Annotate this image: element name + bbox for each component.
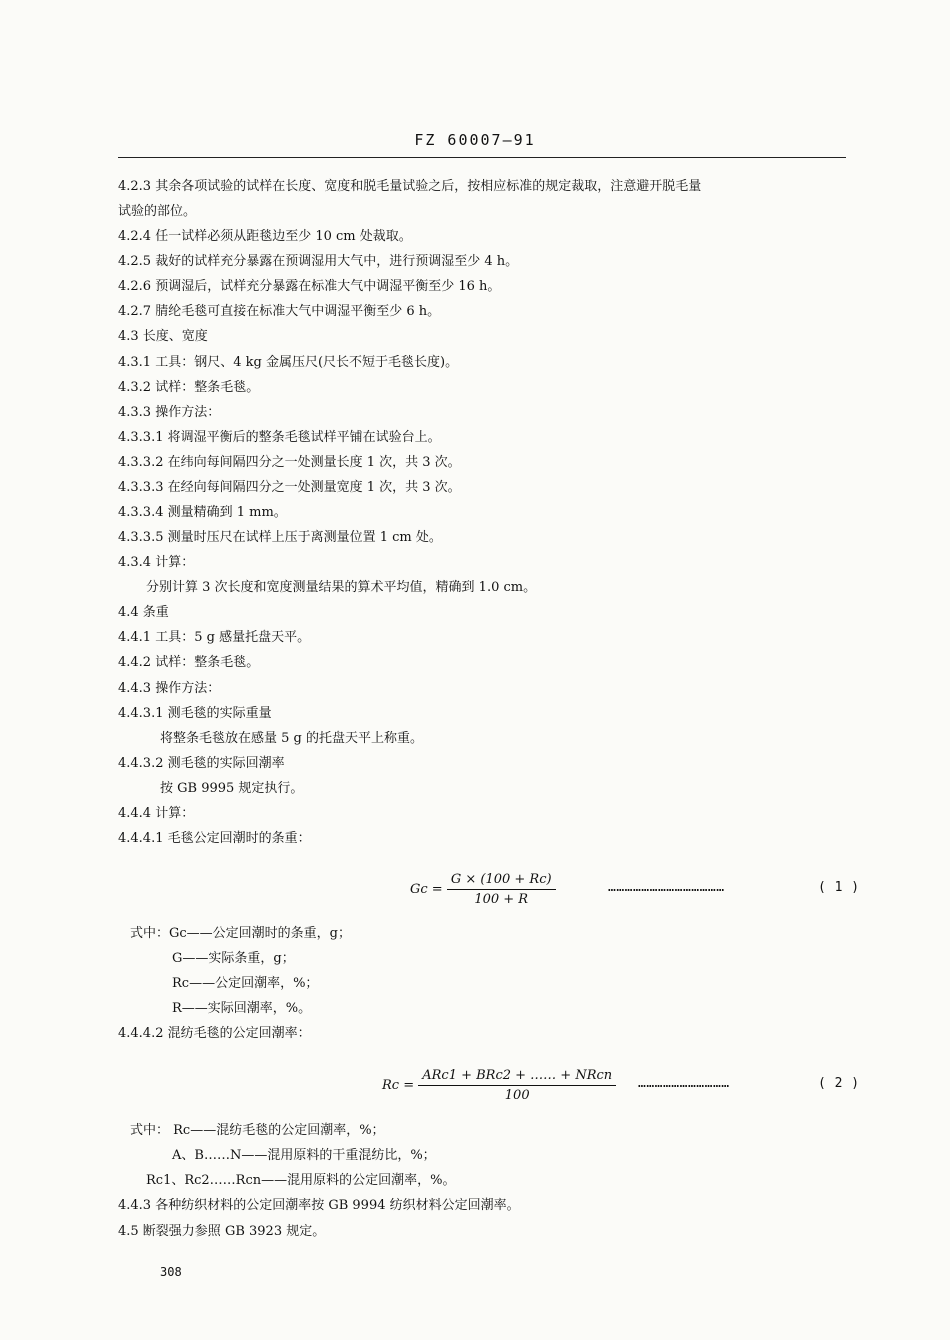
formula-2-fraction <box>418 1068 616 1103</box>
formula-1 <box>410 872 556 907</box>
text-line: 4.5 断裂强力参照 GB 3923 规定。 <box>118 1224 326 1239</box>
document-header: FZ 60007—91 <box>414 131 536 149</box>
page-number: 308 <box>160 1265 182 1279</box>
formula-2-label: ( 2 ) <box>818 1076 860 1091</box>
text-line: 4.2.4 任一试样必须从距毯边至少 10 cm 处裁取。 <box>118 229 412 244</box>
text-line: A、B……N——混用原料的干重混纺比，%； <box>172 1148 436 1163</box>
text-line: 4.2.5 裁好的试样充分暴露在预调湿用大气中，进行预调湿至少 4 h。 <box>118 254 519 269</box>
text-line: 4.2.3 其余各项试验的试样在长度、宽度和脱毛量试验之后，按相应标准的规定裁取，注意避开脱毛量 <box>118 179 702 194</box>
formula-1-leader-dots: …………………………………… <box>608 880 725 895</box>
text-line: G——实际条重，g； <box>172 951 295 966</box>
text-line: 4.2.6 预调湿后，试样充分暴露在标准大气中调湿平衡至少 16 h。 <box>118 279 501 294</box>
text-line: 4.4.1 工具：5 g 感量托盘天平。 <box>118 630 311 645</box>
text-line: 4.3.2 试样：整条毛毯。 <box>118 380 260 395</box>
text-line: 4.3.3.3 在经向每间隔四分之一处测量宽度 1 次，共 3 次。 <box>118 480 461 495</box>
text-line: 4.3.3.2 在纬向每间隔四分之一处测量长度 1 次，共 3 次。 <box>118 455 461 470</box>
text-line: 4.3.3 操作方法： <box>118 405 221 420</box>
text-line: 4.3.3.1 将调湿平衡后的整条毛毯试样平铺在试验台上。 <box>118 430 441 445</box>
text-line: 4.3.4 计算： <box>118 555 195 570</box>
text-line: 式中：Gc——公定回潮时的条重，g； <box>130 926 351 941</box>
formula-2-leader-dots: …………………………… <box>638 1076 730 1091</box>
text-line: 4.4.4.1 毛毯公定回潮时的条重： <box>118 831 311 846</box>
formula-1-label: ( 1 ) <box>818 880 860 895</box>
formula-2-denominator: 100 <box>504 1088 530 1103</box>
text-line: 4.4.2 试样：整条毛毯。 <box>118 655 260 670</box>
section-heading: 4.3 长度、宽度 <box>118 329 208 344</box>
text-line: 4.4.3 各种纺织材料的公定回潮率按 GB 9994 纺织材料公定回潮率。 <box>118 1198 520 1213</box>
text-line: 4.4.4 计算： <box>118 806 195 821</box>
text-line: 4.4.4.2 混纺毛毯的公定回潮率： <box>118 1026 311 1041</box>
text-line: 式中： Rc——混纺毛毯的公定回潮率，%； <box>130 1123 385 1138</box>
text-line: 4.3.3.4 测量精确到 1 mm。 <box>118 505 287 520</box>
text-line: 4.3.1 工具：钢尺、4 kg 金属压尺(尺长不短于毛毯长度)。 <box>118 355 459 370</box>
formula-1-lhs: Gc = <box>410 882 443 897</box>
text-line: 试验的部位。 <box>118 204 197 219</box>
text-line: 将整条毛毯放在感量 5 g 的托盘天平上称重。 <box>160 731 423 746</box>
formula-2-numerator: ARc1 + BRc2 + …… + NRcn <box>418 1068 616 1086</box>
text-line: 4.2.7 腈纶毛毯可直接在标准大气中调湿平衡至少 6 h。 <box>118 304 441 319</box>
formula-1-numerator: G × (100 + Rc) <box>447 872 556 890</box>
text-line: Rc1、Rc2……Rcn——混用原料的公定回潮率，%。 <box>146 1173 456 1188</box>
text-line: 4.4.3.1 测毛毯的实际重量 <box>118 706 272 721</box>
text-line: 分别计算 3 次长度和宽度测量结果的算术平均值，精确到 1.0 cm。 <box>146 580 537 595</box>
formula-2-lhs: Rc = <box>382 1078 415 1093</box>
formula-1-denominator: 100 + R <box>474 892 529 907</box>
text-line: 4.3.3.5 测量时压尺在试样上压于离测量位置 1 cm 处。 <box>118 530 442 545</box>
formula-2 <box>382 1068 616 1103</box>
text-line: R——实际回潮率，%。 <box>172 1001 312 1016</box>
formula-1-fraction <box>447 872 556 907</box>
section-heading: 4.4 条重 <box>118 605 169 620</box>
header-rule <box>118 157 846 158</box>
text-line: Rc——公定回潮率，%； <box>172 976 319 991</box>
text-line: 按 GB 9995 规定执行。 <box>160 781 304 796</box>
text-line: 4.4.3.2 测毛毯的实际回潮率 <box>118 756 285 771</box>
text-line: 4.4.3 操作方法： <box>118 681 221 696</box>
